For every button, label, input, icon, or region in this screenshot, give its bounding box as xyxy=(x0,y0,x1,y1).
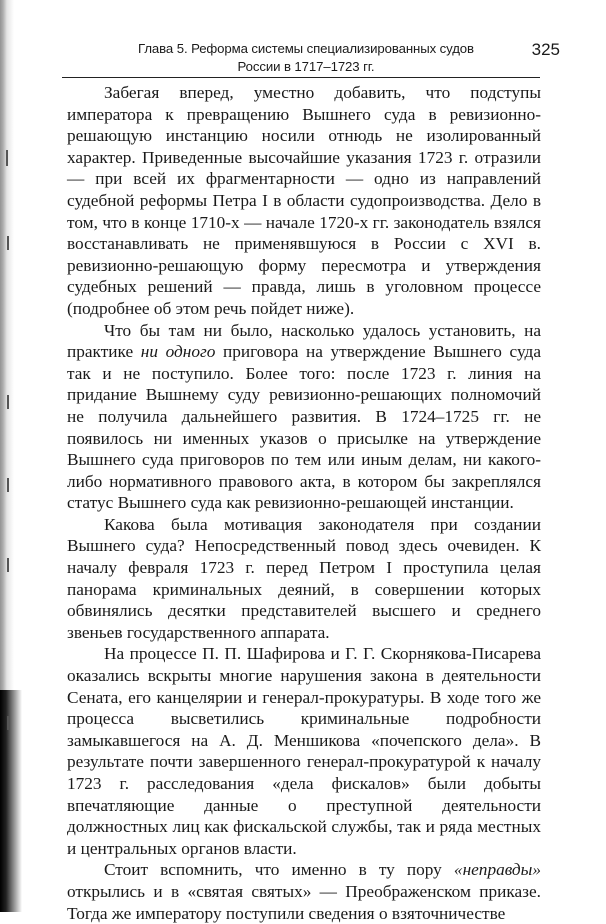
body-text xyxy=(67,82,541,924)
margin-scan-mark xyxy=(7,478,9,492)
margin-scan-mark xyxy=(7,716,9,730)
emphasis-text: «неправды» xyxy=(453,860,541,880)
binding-shadow-bottom xyxy=(0,690,22,912)
paragraph xyxy=(67,643,541,859)
running-header xyxy=(120,40,560,80)
paragraph xyxy=(67,320,541,514)
paragraph-text: Какова была мотивация законодателя при создании Вышнего суда? Непосредственный повод здесь очевиден. К началу февраля 1723 г. перед Петром I проступила целая панорама криминальных деяний, в совершении которых обвинялись десятки представителей высшего и среднего звеньев государственного аппарата. xyxy=(67,514,541,642)
margin-scan-mark xyxy=(7,395,9,409)
page-number: 325 xyxy=(531,40,560,59)
header-title-line-1: Глава 5. Реформа системы специализированных судов xyxy=(138,41,474,56)
paragraph-text: Что бы там ни было, насколько удалось установить, на практике xyxy=(67,320,541,362)
header-title-line-2: России в 1717–1723 гг. xyxy=(237,59,375,74)
paragraph-text: Стоит вспомнить, что именно в ту пору xyxy=(104,860,454,880)
emphasis-text: ни одного xyxy=(140,342,216,362)
margin-scan-mark xyxy=(6,150,8,166)
paragraph-text: Забегая вперед, уместно добавить, что подступы императора к превращению Вышнего суда в ревизионно-решающую инстанцию носили отнюдь не изолированный характер. Приведенные высочайшие указания 1723 г. отразили — при всей их фрагментарности — одно из направлений судебной реформы Петра I в области судопроизводства. Дело в том, что в конце 1710-х — начале 1720-х гг. законодатель взялся восстанавливать не применявшуюся в России с XVI в. ревизионно-решающую форму пересмотра и утверждения судебных решений — правда, лишь в уголовном процессе (подробнее об этом речь пойдет ниже). xyxy=(67,83,541,318)
running-header-title xyxy=(120,40,492,76)
paragraph-text: На процессе П. П. Шафирова и Г. Г. Скорнякова-Писарева оказались вскрыты многие нарушения закона в деятельности Сената, его канцелярии и генерал-прокуратуры. В ходе того же процесса высветились криминальные подробности замыкавшегося на А. Д. Меншикова «почепского дела». В результате почти завершенного генерал-прокуратурой к началу 1723 г. расследования «дела фискалов» были добыты впечатляющие данные о преступной деятельности должностных лиц как фискальской службы, так и ряда местных и центральных органов власти. xyxy=(67,644,541,858)
paragraph-text: открылись и в «святая святых» — Преображенском приказе. Тогда же императору поступили сведения о взяточничестве xyxy=(67,881,541,923)
paragraph xyxy=(67,859,541,924)
header-rule xyxy=(62,77,540,78)
margin-scan-mark xyxy=(7,236,9,250)
paragraph xyxy=(67,514,541,644)
paragraph-text: приговора на утверждение Вышнего суда так и не поступило. Более того: после 1723 г. линия на придание Вышнему суду ревизионно-решающих полномочий не получила дальнейшего развития. В 1724–1725 гг. не появилось ни именных указов о присылке на утверждение Вышнего суда приговоров по тем или иным делам, ни какого-либо нормативного правового акта, в котором бы закреплялся статус Вышнего суда как ревизионно-решающей инстанции. xyxy=(67,342,541,513)
margin-scan-mark xyxy=(7,558,9,572)
paragraph xyxy=(67,82,541,320)
